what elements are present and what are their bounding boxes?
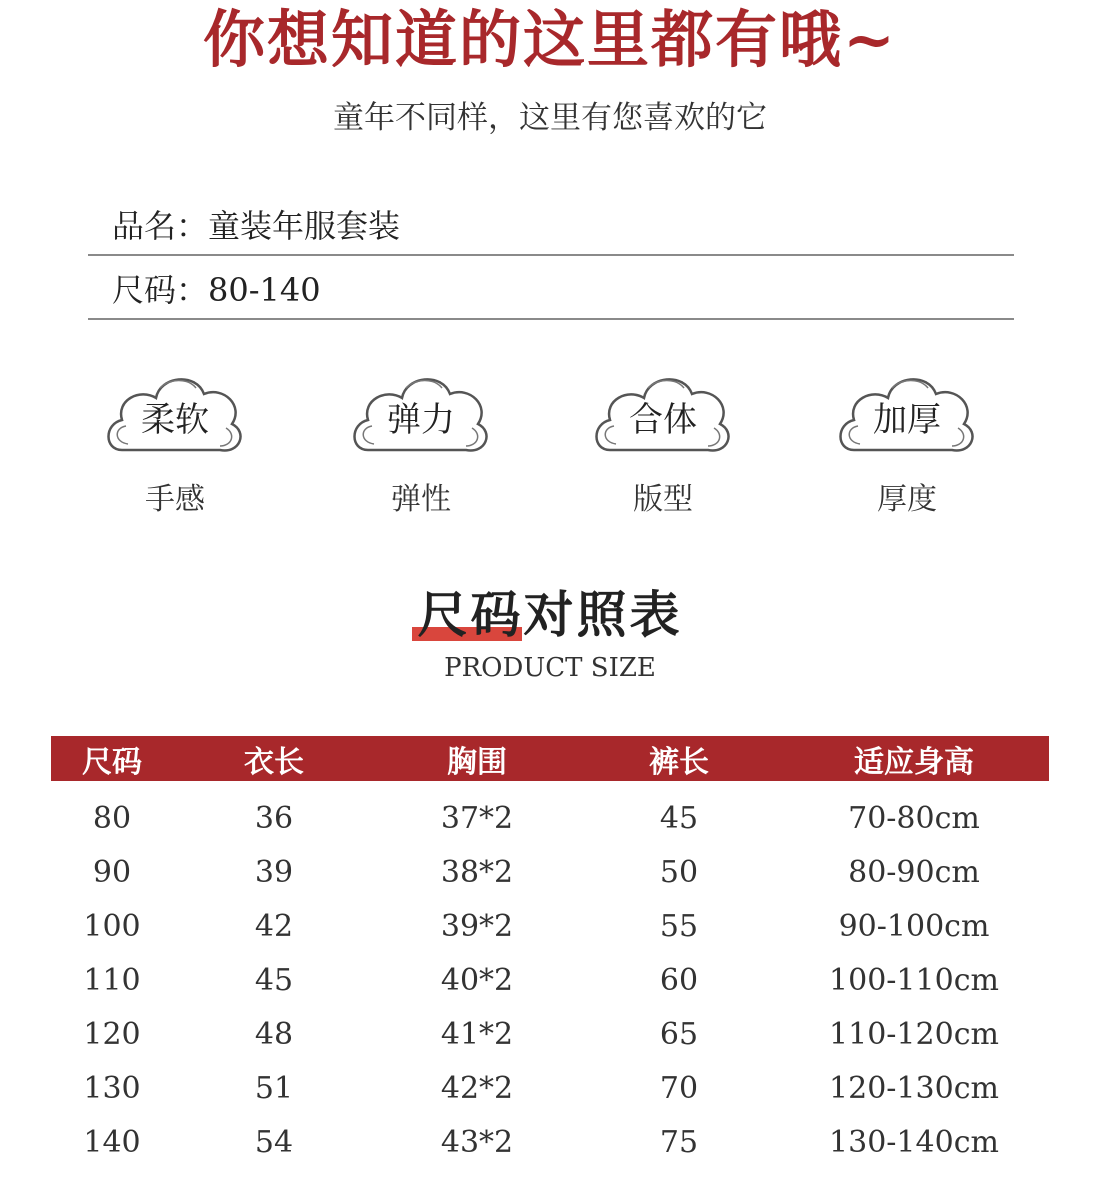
cell-length: 45	[254, 962, 294, 998]
cell-chest: 39*2	[440, 908, 514, 944]
header-length: 衣长	[173, 736, 375, 781]
cell-length: 36	[254, 800, 294, 836]
feature-label: 合体	[629, 400, 697, 440]
cell-chest: 37*2	[440, 800, 514, 836]
cell-pants-length: 70	[659, 1070, 699, 1106]
subtitle: 童年不同样，这里有您喜欢的它	[333, 100, 767, 136]
cell-size: 140	[83, 1124, 141, 1160]
size-chart-title: 尺码对照表	[417, 585, 683, 644]
size-chart-subtitle: PRODUCT SIZE	[444, 653, 656, 683]
table-row	[51, 1061, 1049, 1115]
cell-pants-length: 60	[659, 962, 699, 998]
feature-sub: 弹性	[391, 482, 451, 517]
cell-height: 100-110cm	[829, 962, 999, 998]
size-range-value: 80-140	[208, 271, 321, 309]
feature-label: 柔软	[141, 400, 209, 440]
feature-sub: 手感	[145, 482, 205, 517]
feature-elastic	[346, 358, 496, 518]
feature-fit	[588, 358, 738, 518]
cloud-icon	[832, 358, 982, 468]
header-size: 尺码	[51, 736, 173, 781]
cell-chest: 42*2	[440, 1070, 514, 1106]
cell-size: 100	[83, 908, 141, 944]
cell-pants-length: 55	[659, 908, 699, 944]
cell-pants-length: 50	[659, 854, 699, 890]
cloud-icon	[100, 358, 250, 468]
cloud-icon	[588, 358, 738, 468]
table-row	[51, 1007, 1049, 1061]
table-row	[51, 953, 1049, 1007]
header-chest: 胸围	[375, 736, 579, 781]
cell-chest: 43*2	[440, 1124, 514, 1160]
feature-sub: 厚度	[877, 482, 937, 517]
table-row	[51, 781, 1049, 845]
headline: 你想知道的这里都有哦~	[203, 3, 897, 76]
cell-pants-length: 75	[659, 1124, 699, 1160]
cell-height: 120-130cm	[829, 1070, 999, 1106]
cell-pants-length: 65	[659, 1016, 699, 1052]
cell-size: 120	[83, 1016, 141, 1052]
header-pants-length: 裤长	[579, 736, 779, 781]
table-header-row	[51, 736, 1049, 781]
cell-size: 80	[92, 800, 132, 836]
cell-height: 110-120cm	[829, 1016, 999, 1052]
cell-pants-length: 45	[659, 800, 699, 836]
feature-thick	[832, 358, 982, 518]
table-row	[51, 845, 1049, 899]
feature-label: 弹力	[387, 400, 455, 440]
cell-chest: 40*2	[440, 962, 514, 998]
size-table	[51, 736, 1049, 1169]
cell-height: 90-100cm	[838, 908, 990, 944]
size-range-label: 尺码：	[112, 271, 209, 309]
cell-height: 130-140cm	[829, 1124, 999, 1160]
cell-size: 110	[83, 962, 141, 998]
cell-length: 39	[254, 854, 294, 890]
cell-length: 51	[254, 1070, 294, 1106]
table-row	[51, 1115, 1049, 1169]
size-range-row	[88, 262, 1014, 320]
product-name-label: 品名：	[112, 207, 209, 245]
cell-size: 90	[92, 854, 132, 890]
product-name-row	[88, 198, 1014, 256]
cloud-icon	[346, 358, 496, 468]
cell-chest: 41*2	[440, 1016, 514, 1052]
feature-soft	[100, 358, 250, 518]
cell-height: 70-80cm	[848, 800, 980, 836]
cell-height: 80-90cm	[848, 854, 980, 890]
cell-chest: 38*2	[440, 854, 514, 890]
product-name-value: 童装年服套装	[208, 207, 401, 245]
cell-size: 130	[83, 1070, 141, 1106]
cell-length: 42	[254, 908, 294, 944]
cell-length: 54	[254, 1124, 294, 1160]
cell-length: 48	[254, 1016, 294, 1052]
feature-sub: 版型	[633, 482, 693, 517]
feature-label: 加厚	[873, 400, 941, 440]
header-height: 适应身高	[779, 736, 1049, 781]
table-row	[51, 899, 1049, 953]
